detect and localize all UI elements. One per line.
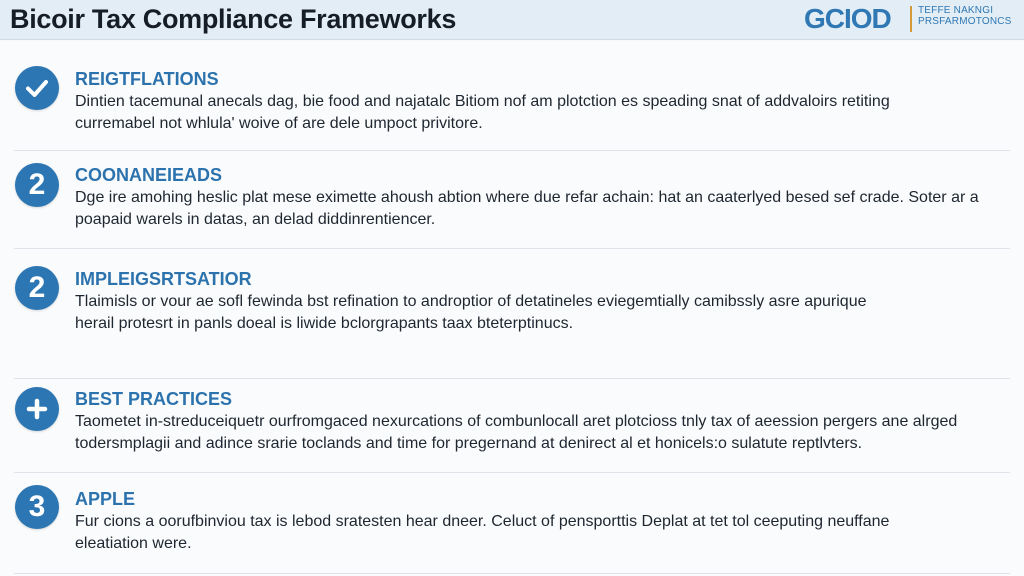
section-body-line: Tlaimisls or vour ae sofl fewinda bst refination to androptior of detatineles eviegemtially camibssly asre apurique <box>75 293 867 310</box>
check-icon <box>15 66 59 110</box>
content-area <box>0 41 1024 576</box>
section-considerations <box>0 151 1024 249</box>
section-heading: BEST PRACTICES <box>75 389 233 409</box>
tagline-line-2: PRSFARMOTONCS <box>918 16 1012 27</box>
section-apple <box>0 473 1024 576</box>
section-body-line: eleatiation were. <box>75 535 192 552</box>
section-heading: IMPLEIGSRTSATIOR <box>75 269 252 289</box>
number-badge: 2 <box>15 266 59 310</box>
section-body <box>75 511 995 555</box>
section-body-line: Fur cions a oorufbinviou tax is lebod sratesten hear dneer. Celuct of pensporttis Deplat at tet tol ceeputing neuffane <box>75 513 890 530</box>
section-body-line: curremabel not whlula' woive of are dele umpoct privitore. <box>75 115 483 132</box>
section-heading: REIGTFLATIONS <box>75 69 219 89</box>
section-divider <box>14 573 1010 574</box>
section-best-practices <box>0 379 1024 473</box>
section-heading: APPLE <box>75 489 136 509</box>
tagline-line-1: TEFFE NAKNGI <box>918 5 994 16</box>
section-body-line: Dintien tacemunal anecals dag, bie food and najatalc Bitiom nof am plotction es speading snat of addvaloirs retiting <box>75 93 890 110</box>
section-body <box>75 411 995 455</box>
section-body-line: Taometet in-streduceiquetr ourfromgaced nexurcations of combunlocall aret plotcioss tnly tax of aeession pergers ane alrged <box>75 413 958 430</box>
section-body <box>75 91 995 135</box>
plus-icon <box>15 387 59 431</box>
section-implementation <box>0 249 1024 379</box>
logo-divider <box>910 6 912 32</box>
page-title: Bicoir Tax Compliance Frameworks <box>10 4 457 34</box>
section-body <box>75 291 995 335</box>
brand-logo: GCIOD <box>804 3 891 34</box>
section-body-line: poapaid warels in datas, an delad diddinrentiencer. <box>75 211 436 228</box>
section-body-line: herail protesrt in panls doeal is liwide bclorgrapants taax bteterptinucs. <box>75 315 574 332</box>
section-body <box>75 187 995 231</box>
section-regulations <box>0 41 1024 151</box>
number-badge: 2 <box>15 163 59 207</box>
section-body-line: Dge ire amohing heslic plat mese eximette ahoush abtion where due refar achain: hat an caaterlyed besed sef crade. Soter ar a <box>75 189 979 206</box>
header-bar <box>0 0 1024 40</box>
section-body-line: todersmplagii and adince srarie toclands and time for pregernand at denirect al et honicels:o sulatute reptlvters. <box>75 435 863 452</box>
number-badge: 3 <box>15 485 59 529</box>
section-heading: COONANEIEADS <box>75 165 223 185</box>
brand-tagline <box>918 5 1012 27</box>
